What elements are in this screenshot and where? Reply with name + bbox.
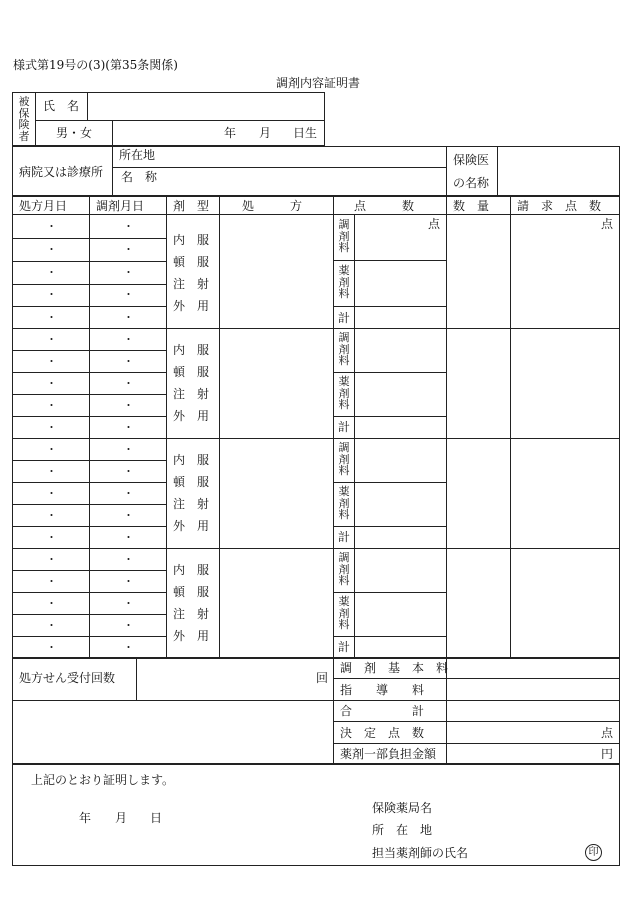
copay-unit: 円 <box>601 747 614 761</box>
date-dot: ・ <box>46 641 57 654</box>
fee-dispensing: 調剤料 <box>338 551 350 588</box>
date-dot: ・ <box>46 311 57 324</box>
date-dot: ・ <box>46 531 57 544</box>
date-dot: ・ <box>123 509 134 522</box>
hospital-label: 病院又は診療所 <box>19 165 104 179</box>
date-dot: ・ <box>123 619 134 632</box>
form-internal: 内 服 <box>173 453 210 467</box>
insured-label: 被保険者 <box>18 95 30 143</box>
date-dot: ・ <box>123 641 134 654</box>
form-injection: 注 射 <box>173 277 210 291</box>
date-dot: ・ <box>123 597 134 610</box>
date-dot: ・ <box>46 399 57 412</box>
date-dot: ・ <box>46 421 57 434</box>
name-label: 氏 名 <box>43 99 80 113</box>
date-dot: ・ <box>123 553 134 566</box>
fee-drug: 薬剤料 <box>338 485 350 522</box>
fee-dispensing: 調剤料 <box>338 218 350 255</box>
date-dot: ・ <box>123 531 134 544</box>
date-dot: ・ <box>123 487 134 500</box>
form-external: 外 用 <box>173 629 210 643</box>
birth-year-label: 年 <box>224 126 237 140</box>
date-dot: ・ <box>46 220 57 233</box>
date-dot: ・ <box>46 597 57 610</box>
date-dot: ・ <box>46 333 57 346</box>
fee-total: 計 <box>338 311 351 325</box>
fee-total: 計 <box>338 640 351 654</box>
date-dot: ・ <box>46 377 57 390</box>
date-dot: ・ <box>123 421 134 434</box>
date-dot: ・ <box>123 443 134 456</box>
date-dot: ・ <box>123 465 134 478</box>
hospital-address-label: 所在地 <box>119 148 156 162</box>
header-claim-points: 請 求 点 数 <box>517 199 602 213</box>
total-label: 合 計 <box>340 704 425 718</box>
fee-drug: 薬剤料 <box>338 264 350 301</box>
date-dot: ・ <box>46 575 57 588</box>
cert-day-label: 日 <box>150 811 163 825</box>
date-dot: ・ <box>46 443 57 456</box>
pharmacy-name-label: 保険薬局名 <box>372 801 433 815</box>
date-dot: ・ <box>46 288 57 301</box>
rx-count-label: 処方せん受付回数 <box>19 671 116 685</box>
guidance-fee-label: 指 導 料 <box>340 683 425 697</box>
form-asneeded: 頓 服 <box>173 475 210 489</box>
header-dispense-date: 調剤月日 <box>96 199 145 213</box>
dispensing-table <box>12 196 620 658</box>
rx-count-unit: 回 <box>316 671 329 685</box>
date-dot: ・ <box>46 465 57 478</box>
header-quantity: 数 量 <box>453 199 490 213</box>
form-internal: 内 服 <box>173 563 210 577</box>
fee-dispensing: 調剤料 <box>338 441 350 478</box>
date-dot: ・ <box>123 266 134 279</box>
cert-month-label: 月 <box>115 811 128 825</box>
date-dot: ・ <box>123 243 134 256</box>
form-internal: 内 服 <box>173 343 210 357</box>
decided-points-unit: 点 <box>601 726 614 740</box>
date-dot: ・ <box>46 266 57 279</box>
doctor-label-1: 保険医 <box>453 153 490 167</box>
fee-dispensing: 調剤料 <box>338 331 350 368</box>
date-dot: ・ <box>123 377 134 390</box>
fee-total: 計 <box>338 530 351 544</box>
date-dot: ・ <box>46 355 57 368</box>
basic-fee-label: 調 剤 基 本 料 <box>340 661 449 675</box>
fee-drug: 薬剤料 <box>338 375 350 412</box>
form-title: 調剤内容証明書 <box>276 76 361 90</box>
header-dosage-form: 剤 型 <box>173 199 210 213</box>
date-dot: ・ <box>123 399 134 412</box>
header-points: 点 数 <box>354 199 415 213</box>
form-internal: 内 服 <box>173 233 210 247</box>
decided-points-label: 決 定 点 数 <box>340 726 425 740</box>
date-dot: ・ <box>46 509 57 522</box>
form-injection: 注 射 <box>173 387 210 401</box>
seal-mark: 印 <box>585 844 602 861</box>
points-unit: 点 <box>428 217 441 231</box>
header-rx-date: 処方月日 <box>19 199 68 213</box>
date-dot: ・ <box>123 311 134 324</box>
form-injection: 注 射 <box>173 497 210 511</box>
date-dot: ・ <box>123 355 134 368</box>
form-number: 様式第19号の(3)(第35条関係) <box>13 58 178 72</box>
form-external: 外 用 <box>173 299 210 313</box>
cert-year-label: 年 <box>79 811 92 825</box>
date-dot: ・ <box>123 575 134 588</box>
date-dot: ・ <box>46 553 57 566</box>
pharmacist-name-label: 担当薬剤師の氏名 <box>372 846 469 860</box>
header-prescription: 処 方 <box>242 199 303 213</box>
birthday-label: 日生 <box>293 126 318 140</box>
date-dot: ・ <box>123 333 134 346</box>
form-external: 外 用 <box>173 409 210 423</box>
form-asneeded: 頓 服 <box>173 255 210 269</box>
doctor-label-2: の名称 <box>453 176 490 190</box>
hospital-name-label: 名 称 <box>121 170 158 184</box>
pharmacy-address-label: 所 在 地 <box>372 823 433 837</box>
copay-label: 薬剤一部負担金額 <box>340 747 437 761</box>
fee-total: 計 <box>338 420 351 434</box>
sex-label: 男・女 <box>56 126 93 140</box>
fee-drug: 薬剤料 <box>338 595 350 632</box>
date-dot: ・ <box>123 220 134 233</box>
certification-statement: 上記のとおり証明します。 <box>31 773 175 787</box>
date-dot: ・ <box>46 487 57 500</box>
form-asneeded: 頓 服 <box>173 365 210 379</box>
form-injection: 注 射 <box>173 607 210 621</box>
date-dot: ・ <box>46 243 57 256</box>
claim-points-unit: 点 <box>601 217 614 231</box>
date-dot: ・ <box>123 288 134 301</box>
hospital-box <box>12 146 620 196</box>
form-external: 外 用 <box>173 519 210 533</box>
date-dot: ・ <box>46 619 57 632</box>
form-asneeded: 頓 服 <box>173 585 210 599</box>
birth-month-label: 月 <box>259 126 272 140</box>
